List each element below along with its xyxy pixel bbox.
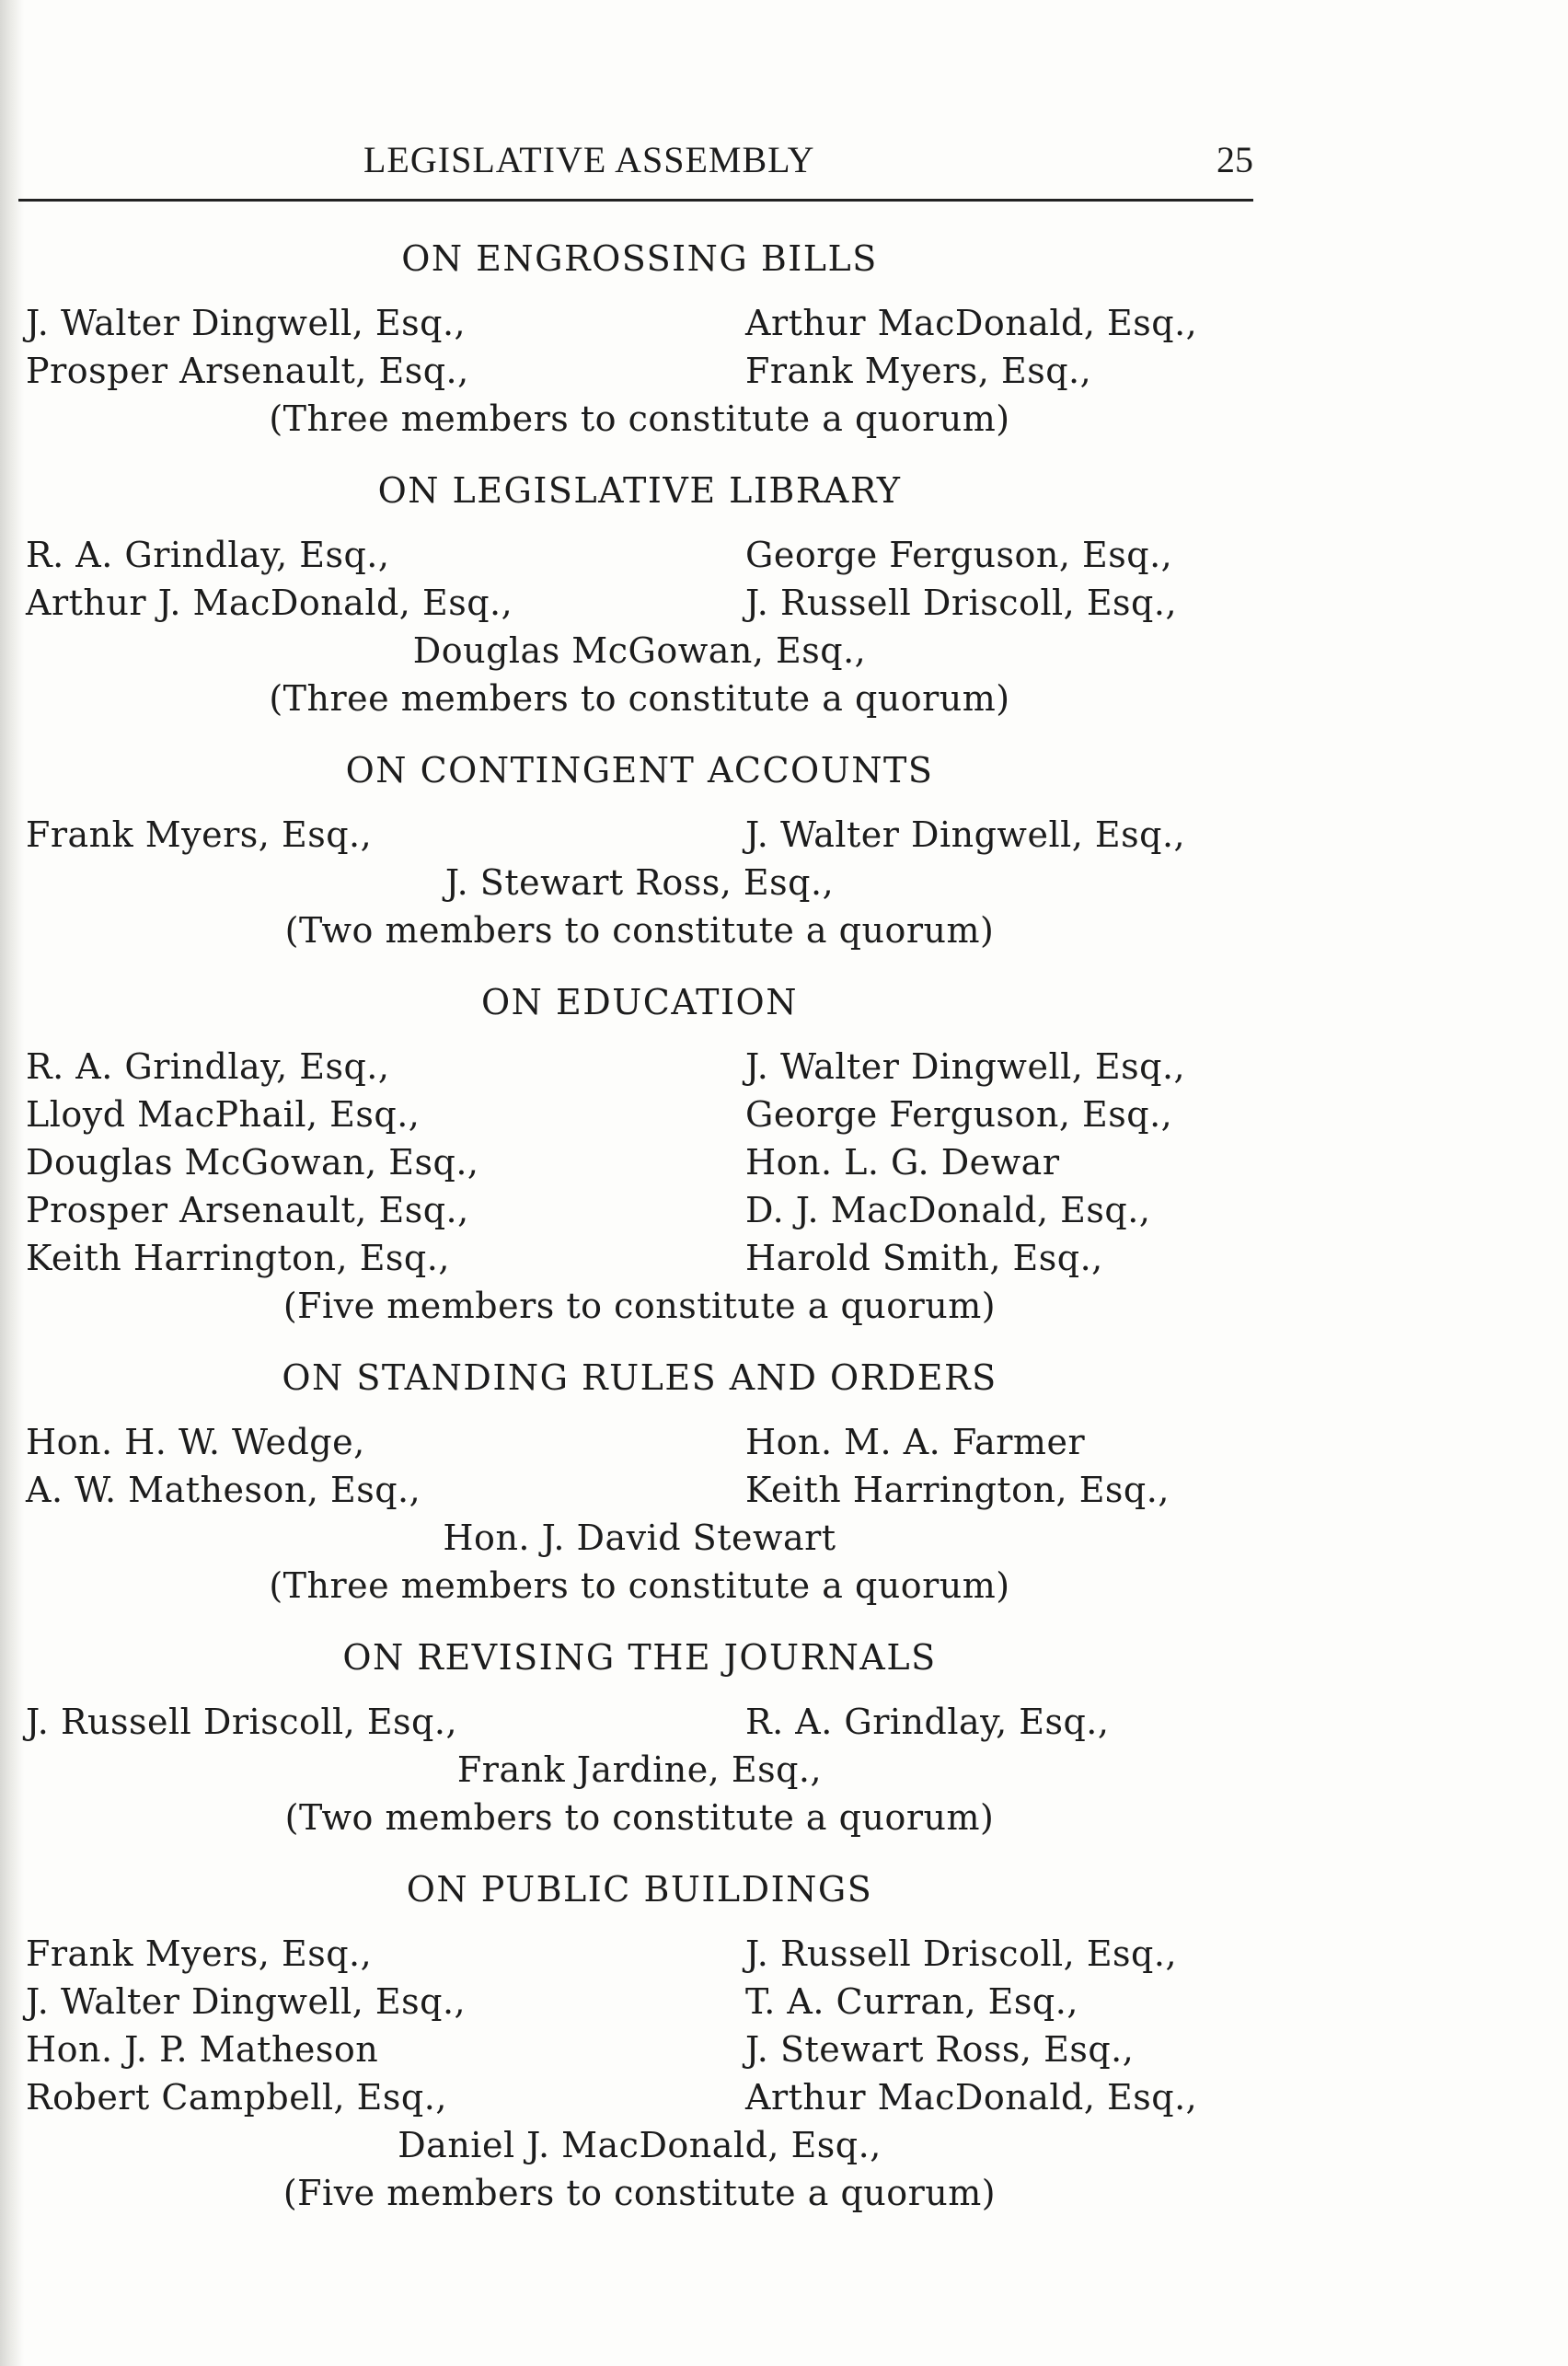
committee-section: [0, 1865, 1568, 2241]
member-name-right: Arthur MacDonald, Esq.,: [745, 303, 1198, 343]
member-row: [0, 2026, 1568, 2073]
member-name-left: A. W. Matheson, Esq.,: [26, 1470, 421, 1510]
member-name-centered: Frank Jardine, Esq.,: [456, 1749, 823, 1790]
member-name-left: Prosper Arsenault, Esq.,: [26, 351, 469, 391]
member-name-right: Arthur MacDonald, Esq.,: [745, 2077, 1198, 2118]
committee-list: [0, 235, 1568, 2241]
member-name-left: R. A. Grindlay, Esq.,: [26, 1046, 390, 1087]
spacer: [0, 443, 1568, 467]
member-row: [0, 1138, 1568, 1186]
member-row: [0, 531, 1568, 579]
member-name-right: George Ferguson, Esq.,: [745, 535, 1173, 575]
member-name-left: J. Walter Dingwell, Esq.,: [26, 303, 467, 343]
member-name-right: J. Walter Dingwell, Esq.,: [745, 1046, 1186, 1087]
spacer: [0, 2217, 1568, 2241]
member-name-left: Hon. J. P. Matheson: [26, 2029, 379, 2070]
member-name-right: George Ferguson, Esq.,: [745, 1094, 1173, 1135]
member-name-left: Frank Myers, Esq.,: [26, 814, 373, 855]
member-name-right: Harold Smith, Esq.,: [745, 1238, 1103, 1278]
member-name-right: Hon. M. A. Farmer: [745, 1422, 1086, 1462]
committee-heading: ON EDUCATION: [481, 982, 798, 1022]
member-name-left: Robert Campbell, Esq.,: [26, 2077, 447, 2118]
committee-section: [0, 235, 1568, 467]
committee-section: [0, 467, 1568, 746]
spacer: [0, 954, 1568, 978]
running-head: [0, 138, 1568, 184]
spacer: [0, 1402, 1568, 1418]
spacer: [0, 794, 1568, 811]
member-name-centered: Douglas McGowan, Esq.,: [412, 630, 867, 671]
spacer: [0, 722, 1568, 746]
quorum-note: (Three members to constitute a quorum): [269, 678, 1010, 719]
member-name-right: J. Russell Driscoll, Esq.,: [745, 583, 1178, 623]
member-row: [0, 1043, 1568, 1091]
quorum-note: (Two members to constitute a quorum): [284, 910, 995, 951]
running-title: LEGISLATIVE ASSEMBLY: [363, 139, 815, 180]
committee-section: [0, 746, 1568, 978]
spacer: [0, 1330, 1568, 1354]
member-name-left: Keith Harrington, Esq.,: [26, 1238, 450, 1278]
member-row: [0, 1930, 1568, 1978]
member-name-left: R. A. Grindlay, Esq.,: [26, 535, 390, 575]
committee-heading: ON PUBLIC BUILDINGS: [406, 1869, 873, 1910]
member-name-right: D. J. MacDonald, Esq.,: [745, 1190, 1151, 1230]
spacer: [0, 1913, 1568, 1930]
member-name-left: Lloyd MacPhail, Esq.,: [26, 1094, 421, 1135]
member-name-left: Douglas McGowan, Esq.,: [26, 1142, 479, 1183]
member-row: [0, 1091, 1568, 1138]
member-row: [0, 1234, 1568, 1282]
member-name-right: T. A. Curran, Esq.,: [745, 1981, 1078, 2022]
member-row: [0, 811, 1568, 859]
committee-heading: ON CONTINGENT ACCOUNTS: [345, 750, 934, 791]
member-name-right: R. A. Grindlay, Esq.,: [745, 1702, 1110, 1742]
spacer: [0, 1841, 1568, 1865]
member-row: [0, 1418, 1568, 1466]
spacer: [0, 283, 1568, 299]
committee-heading: ON REVISING THE JOURNALS: [342, 1637, 937, 1678]
member-row: [0, 1186, 1568, 1234]
page-number: 25: [1216, 139, 1253, 180]
member-name-right: Keith Harrington, Esq.,: [745, 1470, 1170, 1510]
committee-heading: ON ENGROSSING BILLS: [401, 238, 878, 279]
spacer: [0, 1026, 1568, 1043]
quorum-note: (Three members to constitute a quorum): [269, 398, 1010, 439]
member-name-right: J. Stewart Ross, Esq.,: [745, 2029, 1135, 2070]
member-name-centered: Daniel J. MacDonald, Esq.,: [398, 2125, 882, 2165]
member-row: [0, 347, 1568, 395]
committee-section: [0, 978, 1568, 1354]
member-name-left: Prosper Arsenault, Esq.,: [26, 1190, 469, 1230]
member-row: [0, 1698, 1568, 1746]
member-row: [0, 1978, 1568, 2026]
member-row: [0, 1466, 1568, 1514]
quorum-note: (Two members to constitute a quorum): [284, 1797, 995, 1838]
quorum-note: (Five members to constitute a quorum): [282, 1286, 997, 1326]
member-name-right: Frank Myers, Esq.,: [745, 351, 1092, 391]
committee-heading: ON LEGISLATIVE LIBRARY: [377, 470, 902, 511]
committee-heading: ON STANDING RULES AND ORDERS: [282, 1357, 997, 1398]
member-name-centered: J. Stewart Ross, Esq.,: [444, 862, 835, 903]
spacer: [0, 1610, 1568, 1633]
committee-section: [0, 1633, 1568, 1865]
member-row: [0, 579, 1568, 627]
member-row: [0, 299, 1568, 347]
member-row: [0, 2073, 1568, 2121]
member-name-right: Hon. L. G. Dewar: [745, 1142, 1060, 1183]
member-name-right: J. Russell Driscoll, Esq.,: [745, 1933, 1178, 1974]
member-name-left: J. Walter Dingwell, Esq.,: [26, 1981, 467, 2022]
member-name-left: J. Russell Driscoll, Esq.,: [26, 1702, 458, 1742]
spacer: [0, 514, 1568, 531]
member-name-left: Arthur J. MacDonald, Esq.,: [26, 583, 513, 623]
member-name-centered: Hon. J. David Stewart: [443, 1518, 836, 1558]
spacer: [0, 1681, 1568, 1698]
quorum-note: (Three members to constitute a quorum): [269, 1565, 1010, 1606]
header-rule: [18, 199, 1253, 202]
member-name-left: Frank Myers, Esq.,: [26, 1933, 373, 1974]
quorum-note: (Five members to constitute a quorum): [282, 2173, 997, 2213]
member-name-left: Hon. H. W. Wedge,: [26, 1422, 365, 1462]
member-name-right: J. Walter Dingwell, Esq.,: [745, 814, 1186, 855]
committee-section: [0, 1354, 1568, 1633]
